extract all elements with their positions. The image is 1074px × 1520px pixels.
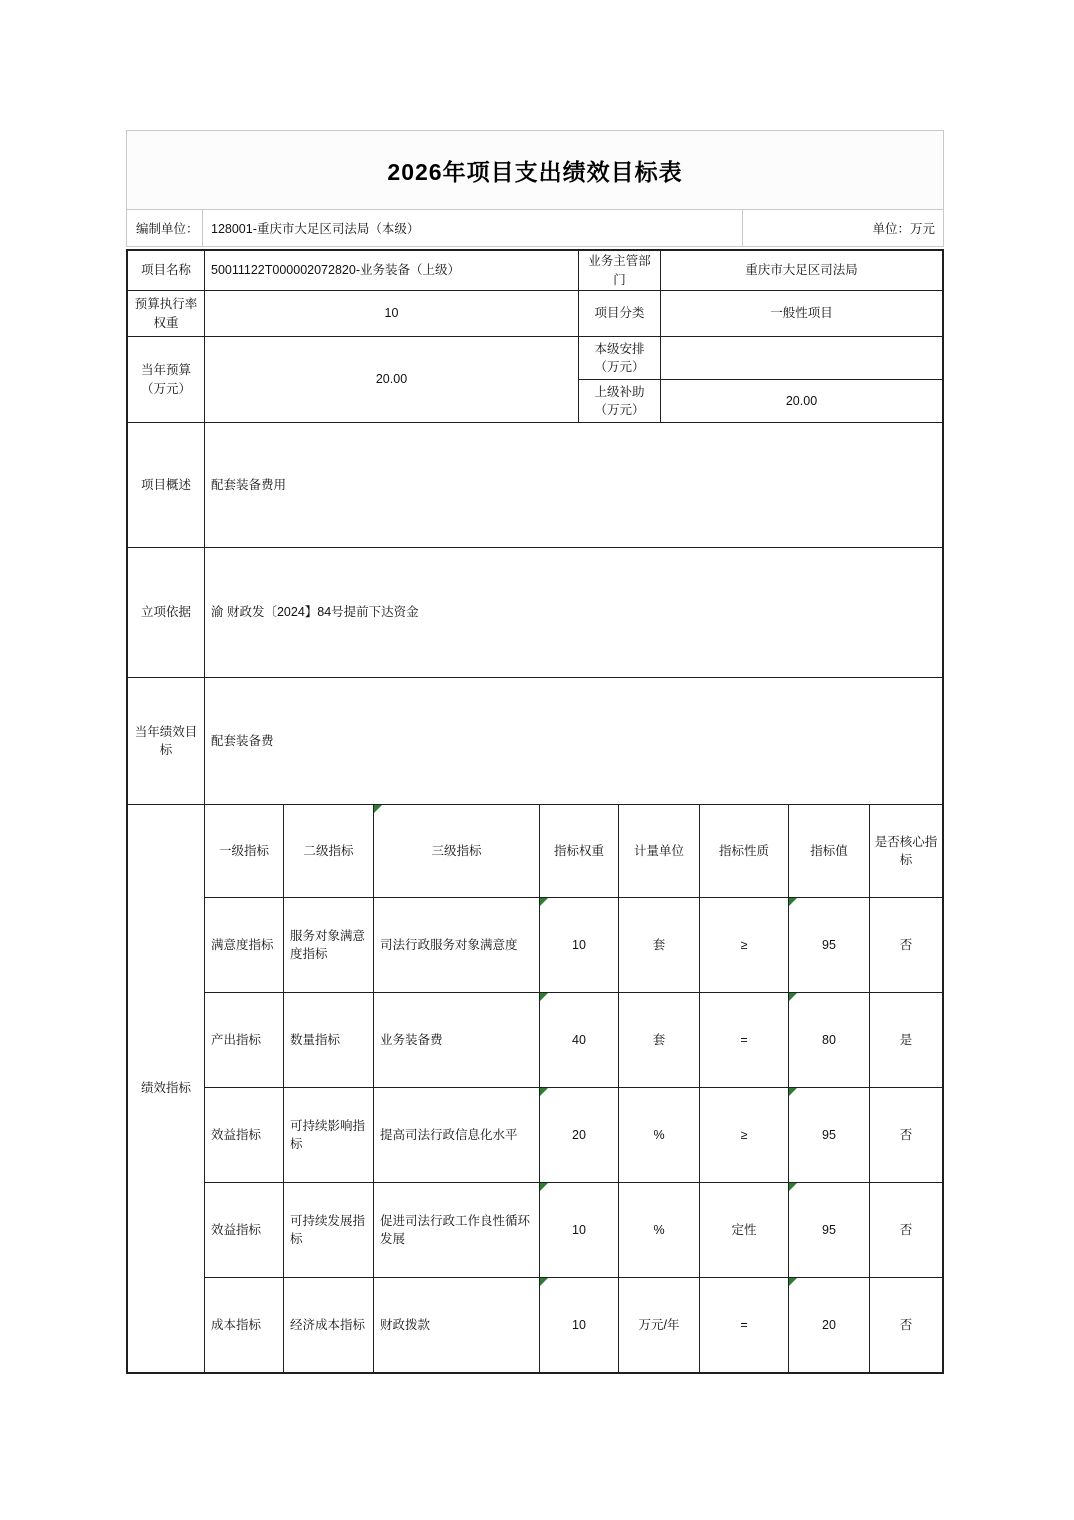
indicator-cell: 经济成本指标 xyxy=(284,1278,373,1372)
indicator-cell: ≥ xyxy=(700,1088,788,1182)
description-section xyxy=(128,423,942,804)
indicator-cell: 20 xyxy=(540,1088,618,1182)
indicator-cell: 10 xyxy=(540,898,618,992)
indicator-cell: 可持续发展指标 xyxy=(284,1183,373,1277)
indicator-cell: 效益指标 xyxy=(205,1183,283,1277)
col-header-nature: 指标性质 xyxy=(700,805,788,897)
indicator-cell: 95 xyxy=(789,1088,869,1182)
basis-label: 立项依据 xyxy=(128,548,204,677)
budget-rate-value: 10 xyxy=(205,291,578,336)
annual-goal-label: 当年绩效目标 xyxy=(128,678,204,804)
indicator-cell: 定性 xyxy=(700,1183,788,1277)
overview-label: 项目概述 xyxy=(128,423,204,547)
indicator-cell: 80 xyxy=(789,993,869,1087)
indicator-cell: 促进司法行政工作良性循环发展 xyxy=(374,1183,539,1277)
col-header-unit: 计量单位 xyxy=(619,805,699,897)
basic-info-section xyxy=(128,251,942,422)
col-header-level2: 二级指标 xyxy=(284,805,373,897)
local-arrangement-value xyxy=(661,337,942,379)
page-title: 2026年项目支出绩效目标表 xyxy=(387,158,683,185)
indicator-cell: = xyxy=(700,993,788,1087)
basis-value: 渝 财政发〔2024】84号提前下达资金 xyxy=(205,548,942,677)
indicator-cell: 套 xyxy=(619,993,699,1087)
project-name-label: 项目名称 xyxy=(128,251,204,290)
indicator-cell: 否 xyxy=(870,1088,942,1182)
col-header-level1: 一级指标 xyxy=(205,805,283,897)
category-label: 项目分类 xyxy=(579,291,660,336)
indicator-cell: 10 xyxy=(540,1183,618,1277)
indicator-cell: 满意度指标 xyxy=(205,898,283,992)
indicator-cell: 提高司法行政信息化水平 xyxy=(374,1088,539,1182)
title-band xyxy=(126,130,944,210)
year-budget-label: 当年预算（万元） xyxy=(128,337,204,422)
indicator-cell: 40 xyxy=(540,993,618,1087)
indicator-cell: 财政拨款 xyxy=(374,1278,539,1372)
indicator-cell: 效益指标 xyxy=(205,1088,283,1182)
currency-unit-note: 单位：万元 xyxy=(743,210,943,246)
indicator-cell: 套 xyxy=(619,898,699,992)
indicator-cell: = xyxy=(700,1278,788,1372)
budget-rate-label: 预算执行率权重 xyxy=(128,291,204,336)
col-header-weight: 指标权重 xyxy=(540,805,618,897)
indicator-cell: 10 xyxy=(540,1278,618,1372)
indicator-cell: 成本指标 xyxy=(205,1278,283,1372)
superior-subsidy-label: 上级补助（万元） xyxy=(579,380,660,422)
indicator-cell: 产出指标 xyxy=(205,993,283,1087)
indicator-cell: ≥ xyxy=(700,898,788,992)
indicator-section xyxy=(128,805,942,1372)
indicator-cell: 20 xyxy=(789,1278,869,1372)
indicator-cell: 业务装备费 xyxy=(374,993,539,1087)
indicator-cell: 数量指标 xyxy=(284,993,373,1087)
annual-goal-value: 配套装备费 xyxy=(205,678,942,804)
prepared-by-label: 编制单位： xyxy=(127,210,202,246)
indicator-section-label: 绩效指标 xyxy=(128,805,204,1372)
indicator-cell: % xyxy=(619,1183,699,1277)
indicator-cell: 是 xyxy=(870,993,942,1087)
indicator-cell: % xyxy=(619,1088,699,1182)
col-header-value: 指标值 xyxy=(789,805,869,897)
dept-label: 业务主管部门 xyxy=(579,251,660,290)
indicator-cell: 司法行政服务对象满意度 xyxy=(374,898,539,992)
indicator-cell: 否 xyxy=(870,898,942,992)
indicator-cell: 可持续影响指标 xyxy=(284,1088,373,1182)
indicator-cell: 万元/年 xyxy=(619,1278,699,1372)
indicator-cell: 服务对象满意度指标 xyxy=(284,898,373,992)
prepared-by-value: 128001-重庆市大足区司法局（本级） xyxy=(203,210,742,246)
overview-value: 配套装备费用 xyxy=(205,423,942,547)
project-name-value: 50011122T000002072820-业务装备（上级） xyxy=(205,251,578,290)
indicator-cell: 否 xyxy=(870,1278,942,1372)
category-value: 一般性项目 xyxy=(661,291,942,336)
local-arrangement-label: 本级安排（万元） xyxy=(579,337,660,379)
performance-target-form xyxy=(126,130,944,1374)
indicator-cell: 95 xyxy=(789,1183,869,1277)
indicator-cell: 95 xyxy=(789,898,869,992)
col-header-core: 是否核心指标 xyxy=(870,805,942,897)
indicator-cell: 否 xyxy=(870,1183,942,1277)
main-table xyxy=(126,249,944,1374)
superior-subsidy-value: 20.00 xyxy=(661,380,942,422)
year-budget-value: 20.00 xyxy=(205,337,578,422)
dept-value: 重庆市大足区司法局 xyxy=(661,251,942,290)
meta-row xyxy=(126,210,944,247)
col-header-level3: 三级指标 xyxy=(374,805,539,897)
